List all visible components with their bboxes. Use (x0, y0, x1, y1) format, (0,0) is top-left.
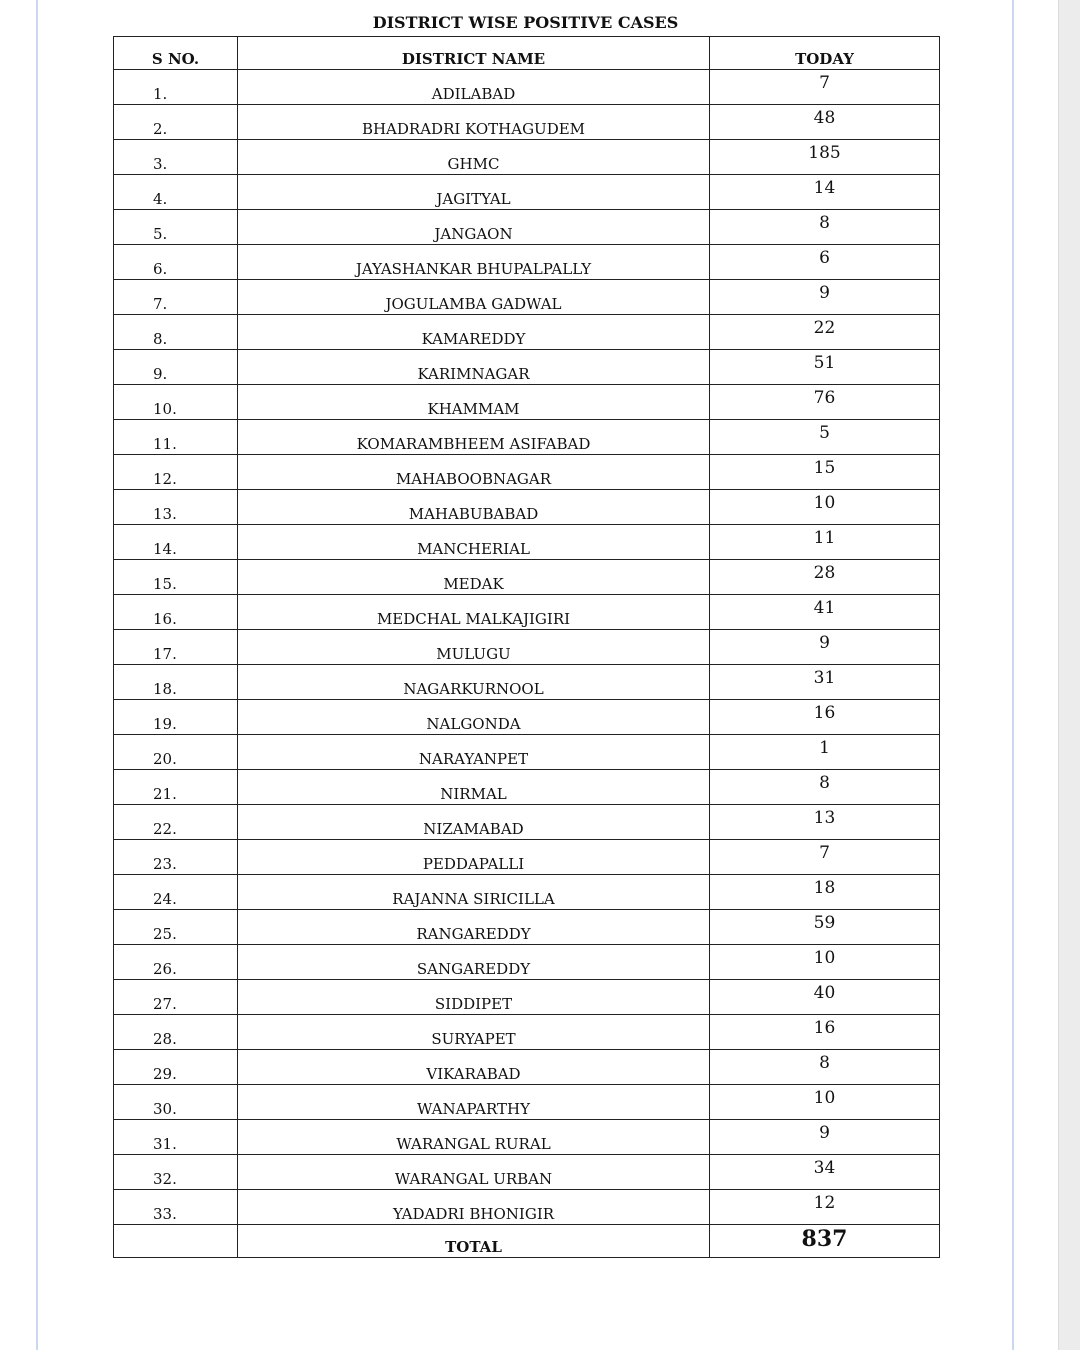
page-gutter (1058, 0, 1080, 1350)
row-district-name: KHAMMAM (238, 385, 710, 420)
table-row (114, 420, 940, 455)
row-sno: 18. (114, 665, 238, 700)
row-sno: 17. (114, 630, 238, 665)
row-sno: 22. (114, 805, 238, 840)
table-row (114, 735, 940, 770)
row-today: 40 (710, 980, 940, 1015)
row-sno: 21. (114, 770, 238, 805)
table-row (114, 665, 940, 700)
row-district-name: WARANGAL URBAN (238, 1155, 710, 1190)
row-sno: 4. (114, 175, 238, 210)
row-sno: 20. (114, 735, 238, 770)
row-today: 14 (710, 175, 940, 210)
table-row (114, 1085, 940, 1120)
row-sno: 5. (114, 210, 238, 245)
row-district-name: RAJANNA SIRICILLA (238, 875, 710, 910)
row-district-name: NIRMAL (238, 770, 710, 805)
row-today: 15 (710, 455, 940, 490)
table-row (114, 1050, 940, 1085)
row-district-name: KARIMNAGAR (238, 350, 710, 385)
row-sno: 29. (114, 1050, 238, 1085)
row-today: 22 (710, 315, 940, 350)
table-row (114, 385, 940, 420)
row-today: 31 (710, 665, 940, 700)
page-edge-right (1012, 0, 1014, 1350)
row-sno: 11. (114, 420, 238, 455)
table-row (114, 875, 940, 910)
row-district-name: MAHABOOBNAGAR (238, 455, 710, 490)
row-sno: 10. (114, 385, 238, 420)
row-today: 18 (710, 875, 940, 910)
row-sno: 32. (114, 1155, 238, 1190)
table-row (114, 70, 940, 105)
table-row (114, 770, 940, 805)
table-row (114, 1190, 940, 1225)
row-district-name: JAGITYAL (238, 175, 710, 210)
row-district-name: RANGAREDDY (238, 910, 710, 945)
table-row (114, 350, 940, 385)
row-today: 16 (710, 1015, 940, 1050)
row-sno: 33. (114, 1190, 238, 1225)
table-row (114, 980, 940, 1015)
header-today: TODAY (710, 37, 940, 70)
row-district-name: JANGAON (238, 210, 710, 245)
row-district-name: BHADRADRI KOTHAGUDEM (238, 105, 710, 140)
row-district-name: NALGONDA (238, 700, 710, 735)
table-row (114, 175, 940, 210)
header-sno: S NO. (114, 37, 238, 70)
row-sno: 19. (114, 700, 238, 735)
row-today: 16 (710, 700, 940, 735)
row-today: 7 (710, 840, 940, 875)
row-sno: 3. (114, 140, 238, 175)
row-today: 34 (710, 1155, 940, 1190)
row-district-name: MEDCHAL MALKAJIGIRI (238, 595, 710, 630)
row-today: 59 (710, 910, 940, 945)
row-sno: 14. (114, 525, 238, 560)
row-today: 8 (710, 1050, 940, 1085)
row-today: 10 (710, 490, 940, 525)
row-district-name: YADADRI BHONIGIR (238, 1190, 710, 1225)
row-district-name: MAHABUBABAD (238, 490, 710, 525)
table-row (114, 140, 940, 175)
row-today: 10 (710, 945, 940, 980)
row-today: 9 (710, 630, 940, 665)
row-district-name: NAGARKURNOOL (238, 665, 710, 700)
row-today: 41 (710, 595, 940, 630)
row-district-name: WANAPARTHY (238, 1085, 710, 1120)
table-row (114, 490, 940, 525)
row-district-name: WARANGAL RURAL (238, 1120, 710, 1155)
header-district-name: DISTRICT NAME (238, 37, 710, 70)
page-title: DISTRICT WISE POSITIVE CASES (372, 13, 679, 32)
table-row (114, 280, 940, 315)
total-label: TOTAL (238, 1225, 710, 1258)
table-row (114, 1015, 940, 1050)
table-row (114, 1155, 940, 1190)
row-district-name: SIDDIPET (238, 980, 710, 1015)
total-sno-cell (114, 1225, 238, 1258)
table-row (114, 630, 940, 665)
row-today: 6 (710, 245, 940, 280)
table-row (114, 805, 940, 840)
header-row (114, 37, 940, 70)
row-today: 185 (710, 140, 940, 175)
row-today: 7 (710, 70, 940, 105)
row-district-name: KAMAREDDY (238, 315, 710, 350)
table-row (114, 525, 940, 560)
table-row (114, 245, 940, 280)
row-today: 13 (710, 805, 940, 840)
row-sno: 25. (114, 910, 238, 945)
row-district-name: PEDDAPALLI (238, 840, 710, 875)
row-today: 10 (710, 1085, 940, 1120)
table-row (114, 315, 940, 350)
row-today: 11 (710, 525, 940, 560)
row-today: 8 (710, 770, 940, 805)
row-today: 51 (710, 350, 940, 385)
row-sno: 27. (114, 980, 238, 1015)
table-row (114, 105, 940, 140)
table-row (114, 560, 940, 595)
total-value: 837 (710, 1225, 940, 1258)
row-today: 76 (710, 385, 940, 420)
row-today: 28 (710, 560, 940, 595)
table-row (114, 595, 940, 630)
row-sno: 9. (114, 350, 238, 385)
row-district-name: ADILABAD (238, 70, 710, 105)
table-row (114, 1120, 940, 1155)
row-sno: 23. (114, 840, 238, 875)
table-row (114, 945, 940, 980)
table-row (114, 700, 940, 735)
row-sno: 1. (114, 70, 238, 105)
row-sno: 31. (114, 1120, 238, 1155)
row-sno: 16. (114, 595, 238, 630)
row-sno: 30. (114, 1085, 238, 1120)
page-edge-left (36, 0, 38, 1350)
row-sno: 24. (114, 875, 238, 910)
total-row (114, 1225, 940, 1258)
row-sno: 6. (114, 245, 238, 280)
row-district-name: MEDAK (238, 560, 710, 595)
row-sno: 13. (114, 490, 238, 525)
row-sno: 26. (114, 945, 238, 980)
row-district-name: GHMC (238, 140, 710, 175)
row-today: 8 (710, 210, 940, 245)
row-district-name: NARAYANPET (238, 735, 710, 770)
row-sno: 8. (114, 315, 238, 350)
row-today: 9 (710, 1120, 940, 1155)
row-sno: 15. (114, 560, 238, 595)
row-today: 5 (710, 420, 940, 455)
row-district-name: JOGULAMBA GADWAL (238, 280, 710, 315)
table-row (114, 910, 940, 945)
row-district-name: VIKARABAD (238, 1050, 710, 1085)
row-district-name: MULUGU (238, 630, 710, 665)
row-district-name: KOMARAMBHEEM ASIFABAD (238, 420, 710, 455)
row-sno: 2. (114, 105, 238, 140)
table-row (114, 210, 940, 245)
row-today: 48 (710, 105, 940, 140)
row-today: 12 (710, 1190, 940, 1225)
row-today: 1 (710, 735, 940, 770)
row-sno: 28. (114, 1015, 238, 1050)
row-district-name: SANGAREDDY (238, 945, 710, 980)
row-district-name: SURYAPET (238, 1015, 710, 1050)
row-district-name: JAYASHANKAR BHUPALPALLY (238, 245, 710, 280)
district-cases-table (113, 36, 940, 1258)
table-row (114, 840, 940, 875)
table-row (114, 455, 940, 490)
row-sno: 7. (114, 280, 238, 315)
row-district-name: NIZAMABAD (238, 805, 710, 840)
row-sno: 12. (114, 455, 238, 490)
row-today: 9 (710, 280, 940, 315)
table-body (114, 70, 940, 1225)
row-district-name: MANCHERIAL (238, 525, 710, 560)
